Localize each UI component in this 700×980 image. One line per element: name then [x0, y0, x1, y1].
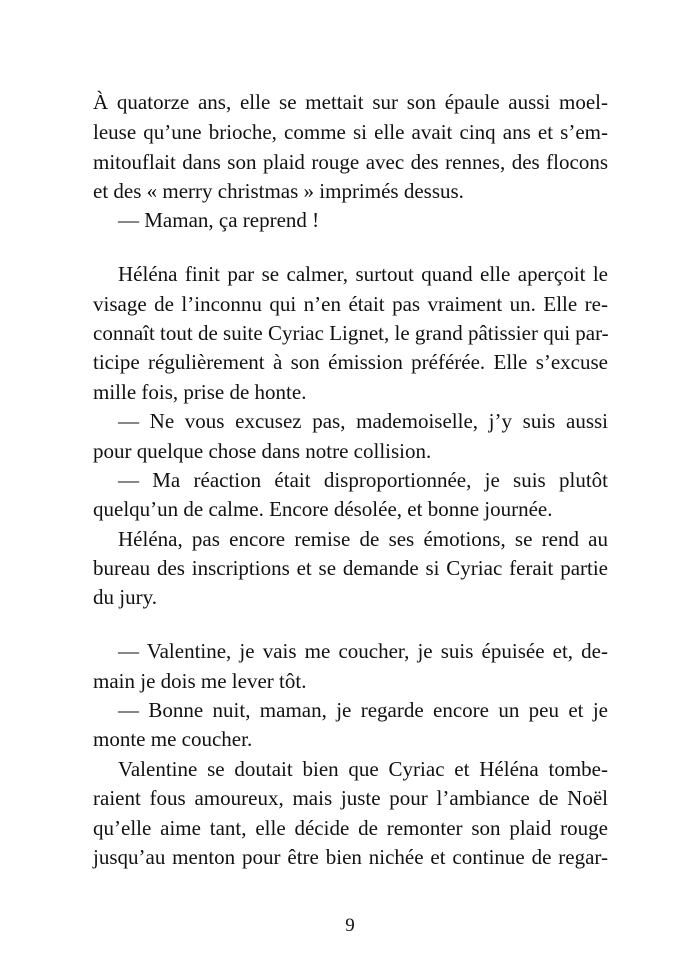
text-line: pour quelque chose dans notre collision.: [93, 439, 432, 463]
text-line: mitouflait dans son plaid rouge avec des rennes, des flocons: [93, 150, 608, 174]
text-line: Héléna finit par se calmer, surtout quand elle aperçoit le: [118, 262, 608, 286]
text-line: Valentine se doutait bien que Cyriac et Héléna tombe-: [118, 757, 608, 781]
text-line: bureau des inscriptions et se demande si Cyriac ferait partie: [93, 556, 608, 580]
text-line: qu’elle aime tant, elle décide de remonter son plaid rouge: [93, 816, 608, 840]
page-number: 9: [345, 915, 355, 936]
text-line: — Maman, ça reprend !: [118, 208, 320, 232]
text-line: — Ne vous excusez pas, mademoiselle, j’y suis aussi: [118, 409, 608, 433]
text-line: connaît tout de suite Cyriac Lignet, le grand pâtissier qui par-: [93, 321, 609, 345]
text-line: — Valentine, je vais me coucher, je suis épuisée et, de-: [118, 639, 608, 663]
text-line: — Ma réaction était disproportionnée, je suis plutôt: [118, 468, 608, 492]
text-line: et des « merry christmas » imprimés dessus.: [93, 179, 464, 203]
text-line: quelqu’un de calme. Encore désolée, et bonne journée.: [93, 497, 553, 521]
text-line: raient fous amoureux, mais juste pour l’ambiance de Noël: [93, 786, 608, 810]
text-line: du jury.: [93, 585, 157, 609]
text-line: leuse qu’une brioche, comme si elle avait cinq ans et s’em-: [93, 120, 608, 144]
text-line: — Bonne nuit, maman, je regarde encore un peu et je: [118, 698, 608, 722]
text-line: Héléna, pas encore remise de ses émotions, se rend au: [118, 527, 608, 551]
text-line: ticipe régulièrement à son émission préférée. Elle s’excuse: [93, 350, 608, 374]
text-line: jusqu’au menton pour être bien nichée et continue de regar-: [93, 845, 608, 869]
text-line: mille fois, prise de honte.: [93, 380, 307, 404]
text-line: visage de l’inconnu qui n’en était pas vraiment un. Elle re-: [93, 292, 608, 316]
text-line: À quatorze ans, elle se mettait sur son épaule aussi moel-: [93, 90, 608, 114]
text-line: main je dois me lever tôt.: [93, 669, 307, 693]
text-line: monte me coucher.: [93, 727, 253, 751]
